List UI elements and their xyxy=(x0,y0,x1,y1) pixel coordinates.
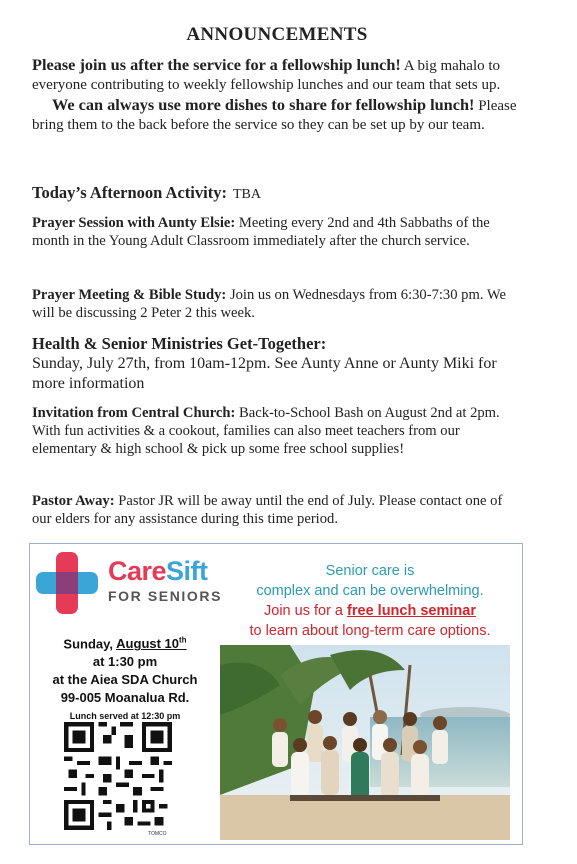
event-venue: at the Aiea SDA Church xyxy=(52,672,198,688)
pastor-announcement xyxy=(32,492,522,528)
prayer-session-label: Prayer Session with Aunty Elsie: xyxy=(32,215,236,231)
qr-code-icon[interactable] xyxy=(64,722,172,830)
activity-announcement xyxy=(32,184,522,204)
page-title: ANNOUNCEMENTS xyxy=(186,24,368,45)
event-lunch-note: Lunch served at 12:30 pm xyxy=(69,711,181,722)
health-label: Health & Senior Ministries Get-Together: xyxy=(32,334,327,353)
caresift-ad xyxy=(29,543,523,845)
prayer-meeting-label: Prayer Meeting & Bible Study: xyxy=(32,287,227,303)
prayer-session-text: Meeting every 2nd and 4th Sabbaths of the month in the Young Adult Classroom immediately after the church service. xyxy=(32,215,490,249)
fellowship-lead: Please join us after the service for a fellowship lunch! xyxy=(32,55,401,74)
promo-line-3: Join us for a free lunch seminar xyxy=(264,603,476,619)
activity-label: Today’s Afternoon Activity: xyxy=(32,183,227,202)
health-announcement xyxy=(32,334,522,394)
activity-value: TBA xyxy=(232,187,261,202)
pastor-label: Pastor Away: xyxy=(32,493,115,509)
fellowship-lead-2: We can always use more dishes to share for fellowship lunch! xyxy=(52,95,475,114)
group-photo-image xyxy=(220,645,510,840)
brand-care: Care xyxy=(108,556,167,586)
promo-text xyxy=(220,561,520,641)
pastor-text: Pastor JR will be away until the end of July. Please contact one of our elders for any assistance during this time period. xyxy=(32,493,503,527)
invitation-label: Invitation from Central Church: xyxy=(32,405,236,421)
fellowship-text-2: Please bring them to the back before the service so they can be set up by our team. xyxy=(32,98,517,133)
caresift-logo-icon xyxy=(36,552,98,614)
brand-sift: Sift xyxy=(166,556,208,586)
fellowship-text: A big mahalo to everyone contributing to weekly fellowship lunches and our team that sets up. xyxy=(32,58,501,93)
invitation-text: Back-to-School Bash on August 2nd at 2pm. With fun activities & a cookout, families can also meet teachers from our elementary & high school & pick up some free school supplies! xyxy=(32,405,500,457)
brand-subtitle: FOR SENIORS xyxy=(108,588,223,604)
prayer-session-announcement xyxy=(32,214,522,250)
event-address: 99-005 Moanalua Rd. xyxy=(60,690,190,706)
promo-line-1: Senior care is xyxy=(325,563,415,579)
prayer-meeting-announcement xyxy=(32,286,522,322)
event-date: August 10th xyxy=(116,636,187,652)
health-text: Sunday, July 27th, from 10am-12pm. See Aunty Anne or Aunty Miki for more information xyxy=(32,355,497,392)
event-time: at 1:30 pm xyxy=(92,654,158,670)
invitation-announcement xyxy=(32,404,522,458)
qr-tag: TOMCO xyxy=(148,831,167,837)
event-day: Sunday, xyxy=(63,636,114,652)
promo-line-4: to learn about long-term care options. xyxy=(249,623,491,639)
seminar-link[interactable]: free lunch seminar xyxy=(347,603,476,619)
fellowship-announcement xyxy=(32,55,522,135)
prayer-meeting-text: Join us on Wednesdays from 6:30-7:30 pm. We will be discussing 2 Peter 2 this week. xyxy=(32,287,506,321)
brand-name xyxy=(108,556,208,587)
promo-line-2: complex and can be overwhelming. xyxy=(256,583,484,599)
event-details xyxy=(30,632,220,725)
